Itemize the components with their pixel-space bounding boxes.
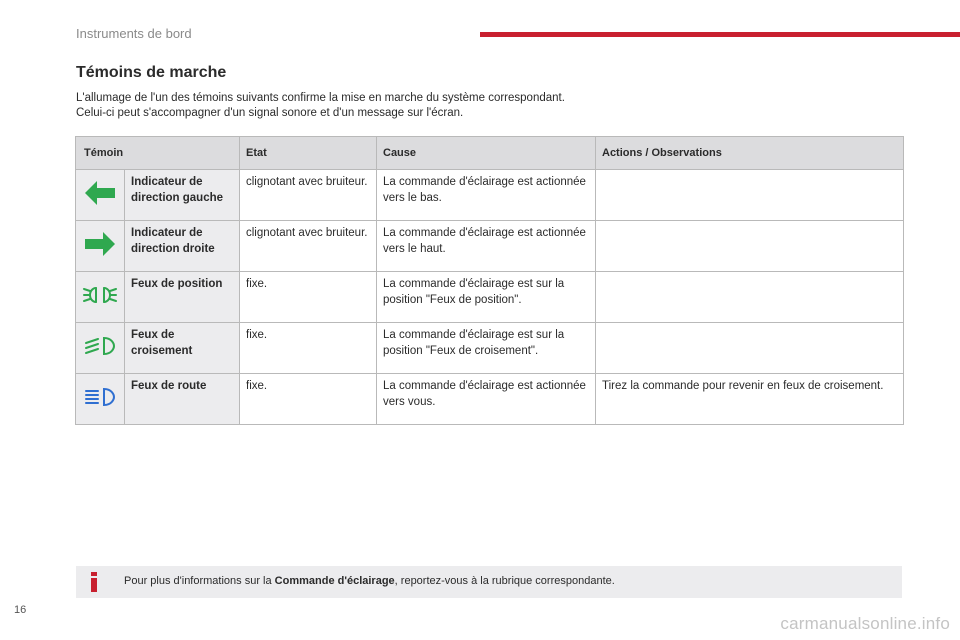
indicator-icon-cell (76, 170, 125, 221)
indicator-state: fixe. (240, 272, 377, 323)
header-actions: Actions / Observations (596, 137, 904, 170)
note-text-bold[interactable]: Commande d'éclairage (274, 575, 395, 587)
table-row (76, 374, 904, 425)
table-row (76, 272, 904, 323)
indicator-cause: La commande d'éclairage est sur la position "Feux de croisement". (377, 323, 596, 374)
intro-line: Celui-ci peut s'accompagner d'un signal sonore et d'un message sur l'écran. (76, 107, 464, 119)
info-icon (88, 572, 100, 592)
info-note (76, 566, 902, 598)
header-cause: Cause (377, 137, 596, 170)
indicator-actions (596, 170, 904, 221)
table-row (76, 170, 904, 221)
indicator-cause: La commande d'éclairage est sur la position "Feux de position". (377, 272, 596, 323)
table-row (76, 323, 904, 374)
note-text-after: , reportez-vous à la rubrique correspondante. (394, 575, 615, 587)
indicator-state: clignotant avec bruiteur. (240, 170, 377, 221)
indicator-name: Feux de croisement (125, 323, 240, 374)
high-beam-icon (84, 385, 116, 409)
header-temoin: Témoin (76, 137, 240, 170)
section-title: Témoins de marche (76, 64, 227, 81)
watermark: carmanualsonline.info (780, 614, 950, 633)
info-note-text (124, 575, 615, 587)
table-header-row (76, 137, 904, 170)
indicator-actions: Tirez la commande pour revenir en feux de croisement. (596, 374, 904, 425)
indicator-state: fixe. (240, 323, 377, 374)
section-intro (76, 91, 565, 121)
indicator-actions (596, 323, 904, 374)
page-header-title: Instruments de bord (76, 26, 192, 41)
indicator-state: fixe. (240, 374, 377, 425)
indicator-name: Indicateur de direction droite (125, 221, 240, 272)
indicator-cause: La commande d'éclairage est actionnée vers le bas. (377, 170, 596, 221)
indicator-icon-cell (76, 374, 125, 425)
table-row (76, 221, 904, 272)
page-number: 16 (14, 604, 27, 616)
header-etat: Etat (240, 137, 377, 170)
indicator-cause: La commande d'éclairage est actionnée vers vous. (377, 374, 596, 425)
low-beam-icon (84, 334, 116, 358)
indicator-state: clignotant avec bruiteur. (240, 221, 377, 272)
indicator-actions (596, 272, 904, 323)
position-lights-icon (82, 283, 118, 307)
arrow-left-icon (84, 179, 116, 207)
indicator-table (75, 136, 904, 425)
indicator-name: Feux de route (125, 374, 240, 425)
indicator-name: Feux de position (125, 272, 240, 323)
indicator-actions (596, 221, 904, 272)
arrow-right-icon (84, 230, 116, 258)
indicator-cause: La commande d'éclairage est actionnée vers le haut. (377, 221, 596, 272)
intro-line: L'allumage de l'un des témoins suivants confirme la mise en marche du système correspondant. (76, 92, 565, 104)
indicator-icon-cell (76, 323, 125, 374)
header-accent-bar (480, 32, 960, 37)
indicator-icon-cell (76, 272, 125, 323)
indicator-icon-cell (76, 221, 125, 272)
indicator-name: Indicateur de direction gauche (125, 170, 240, 221)
note-text-before: Pour plus d'informations sur la (124, 575, 275, 587)
